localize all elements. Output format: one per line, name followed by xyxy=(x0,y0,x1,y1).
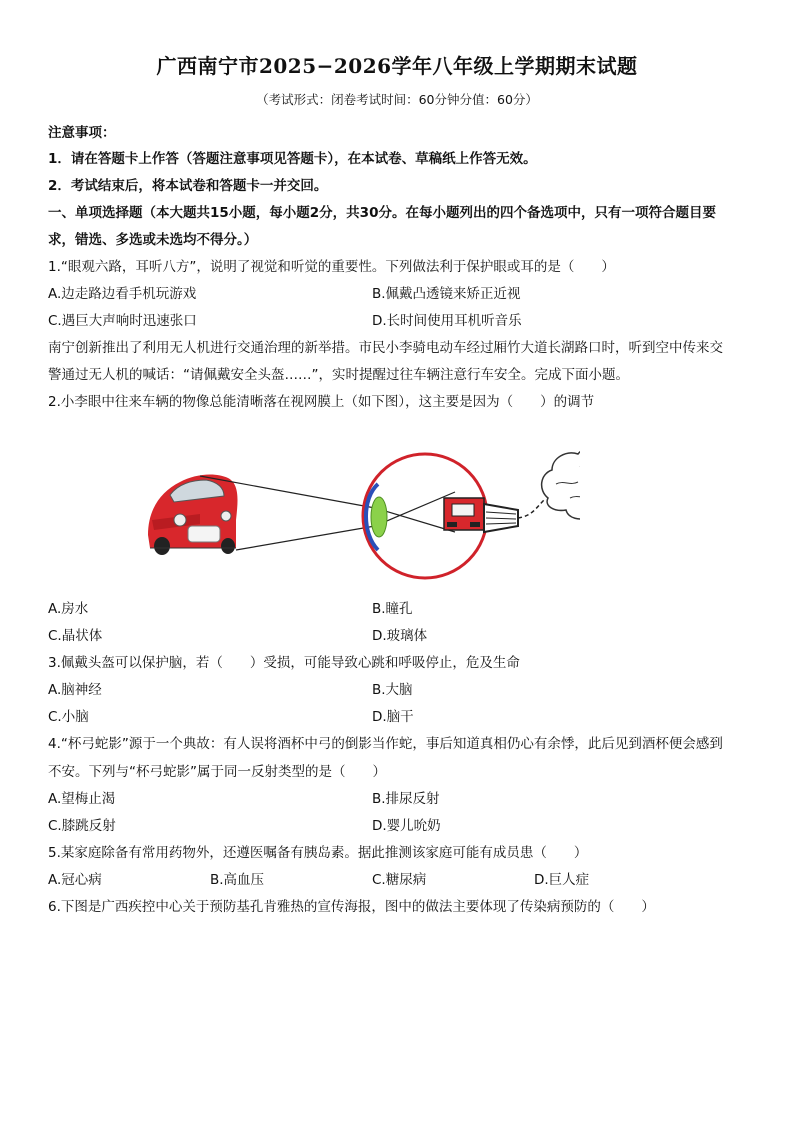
brain-icon xyxy=(542,447,580,553)
q4-option-b: B.排尿反射 xyxy=(372,791,440,807)
eye-imaging-svg xyxy=(140,440,580,590)
q4-option-d: D.婴儿吮奶 xyxy=(372,818,441,834)
notice-item-2: 2．考试结束后，将本试卷和答题卡一并交回。 xyxy=(48,178,328,194)
eye-imaging-figure xyxy=(140,440,580,590)
q3-stem: 3.佩戴头盔可以保护脑，若（ ）受损，可能导致心跳和呼吸停止，危及生命 xyxy=(48,655,520,671)
lens xyxy=(371,497,387,537)
retina-image xyxy=(444,498,484,530)
q5-option-b: B.高血压 xyxy=(210,872,265,888)
q2-option-d: D.玻璃体 xyxy=(372,628,428,644)
q5-option-c: C.糖尿病 xyxy=(372,872,427,888)
q5-stem: 5.某家庭除备有常用药物外，还遵医嘱备有胰岛素。据此推测该家庭可能有成员患（ ） xyxy=(48,845,588,861)
q5-option-a: A.冠心病 xyxy=(48,872,102,888)
context-line-2: 警通过无人机的喊话：“请佩戴安全头盔……”，实时提醒过往车辆注意行车安全。完成下面小题。 xyxy=(48,367,629,383)
q2-option-c: C.晶状体 xyxy=(48,628,103,644)
section-heading-line-2: 求，错选、多选或未选均不得分。） xyxy=(48,232,258,248)
notice-heading: 注意事项： xyxy=(48,125,116,141)
q1-option-a: A.边走路边看手机玩游戏 xyxy=(48,286,197,302)
q1-stem: 1.“眼观六路，耳听八方”，说明了视觉和听觉的重要性。下列做法利于保护眼或耳的是（ ） xyxy=(48,259,615,275)
q2-option-b: B.瞳孔 xyxy=(372,601,413,617)
q3-option-c: C.小脑 xyxy=(48,709,89,725)
q4-option-a: A.望梅止渴 xyxy=(48,791,116,807)
q2-stem: 2.小李眼中往来车辆的物像总能清晰落在视网膜上（如下图），这主要是因为（ ）的调节 xyxy=(48,394,595,410)
context-line-1: 南宁创新推出了利用无人机进行交通治理的新举措。市民小李骑电动车经过厢竹大道长湖路口时，听到空中传来交 xyxy=(48,340,723,356)
q4-stem-line-1: 4.“杯弓蛇影”源于一个典故：有人误将酒杯中弓的倒影当作蛇，事后知道真相仍心有余悸，此后见到酒杯便会感到 xyxy=(48,736,723,752)
page-title: 广西南宁市2025−2026学年八年级上学期期末试题 xyxy=(156,54,638,78)
q5-option-d: D.巨人症 xyxy=(534,872,590,888)
q3-option-b: B.大脑 xyxy=(372,682,413,698)
q1-option-d: D.长时间使用耳机听音乐 xyxy=(372,313,522,329)
q4-option-c: C.膝跳反射 xyxy=(48,818,116,834)
q6-stem: 6.下图是广西疾控中心关于预防基孔肯雅热的宣传海报，图中的做法主要体现了传染病预防的（ ） xyxy=(48,899,655,915)
exam-info: （考试形式：闭卷考试时间：60分钟分值：60分） xyxy=(256,92,538,107)
q3-option-d: D.脑干 xyxy=(372,709,414,725)
notice-item-1: 1．请在答题卡上作答（答题注意事项见答题卡），在本试卷、草稿纸上作答无效。 xyxy=(48,151,537,167)
q2-option-a: A.房水 xyxy=(48,601,89,617)
light-ray-bottom xyxy=(236,526,375,550)
car-image xyxy=(148,475,238,555)
section-heading-line-1: 一、单项选择题（本大题共15小题，每小题2分，共30分。在每小题列出的四个备选项中，只有一项符合题目要 xyxy=(48,205,716,221)
q3-option-a: A.脑神经 xyxy=(48,682,102,698)
q1-option-b: B.佩戴凸透镜来矫正近视 xyxy=(372,286,521,302)
q4-stem-line-2: 不安。下列与“杯弓蛇影”属于同一反射类型的是（ ） xyxy=(48,764,386,780)
q1-option-c: C.遇巨大声响时迅速张口 xyxy=(48,313,197,329)
